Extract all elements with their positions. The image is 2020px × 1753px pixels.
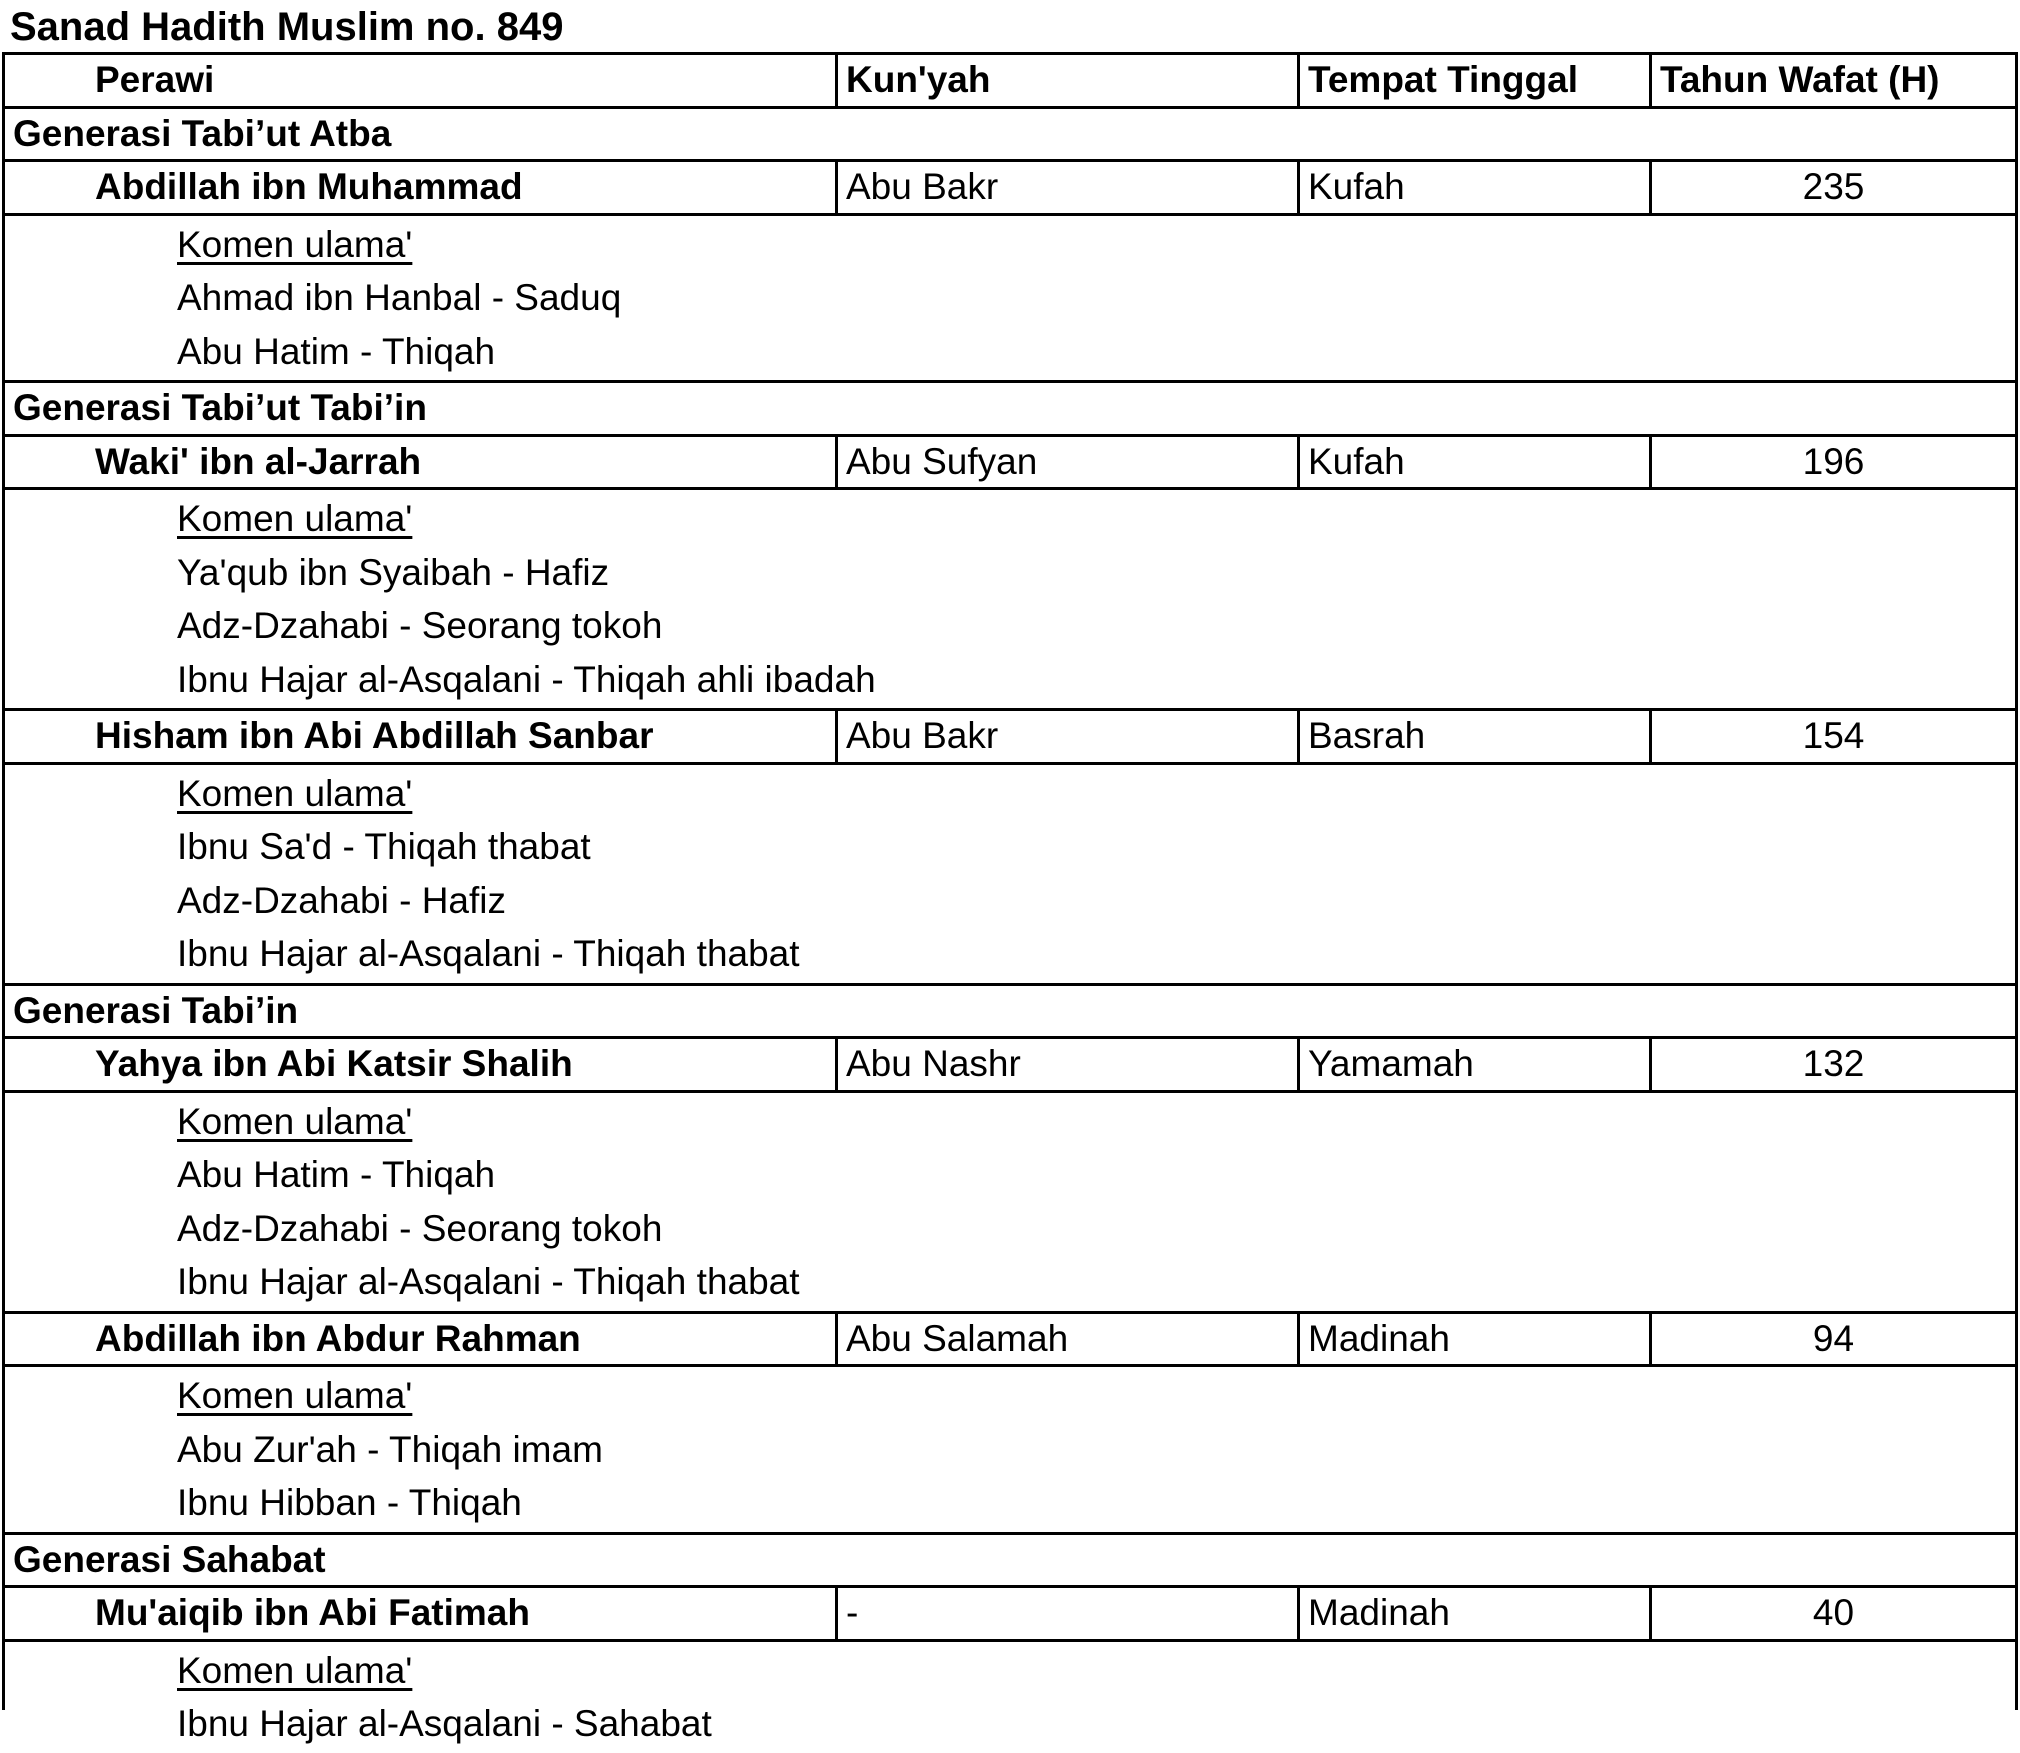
narrator-name: Waki' ibn al-Jarrah [95,440,422,482]
narrator-tahun-wafat: 132 [1649,1039,2015,1090]
comments-block [5,765,2015,986]
narrator-kunyah: Abu Sufyan [835,437,1297,488]
narrator-tahun-wafat: 40 [1649,1588,2015,1639]
generation-row [5,109,2015,163]
narrator-tempat-tinggal: Madinah [1297,1588,1649,1639]
narrator-row [5,711,2015,765]
comment-line: Abu Hatim - Thiqah [177,330,496,372]
comment-line: Ibnu Sa'd - Thiqah thabat [177,826,591,867]
comments-heading: Komen ulama' [177,223,413,265]
comment-line: Ibnu Hajar al-Asqalani - Thiqah thabat [177,1261,800,1302]
narrator-tahun-wafat: 196 [1649,437,2015,488]
comment-line: Abu Zur'ah - Thiqah imam [177,1428,603,1470]
narrator-tempat-tinggal: Kufah [1297,162,1649,213]
narrator-name: Abdillah ibn Abdur Rahman [95,1317,581,1359]
header-kunyah: Kun'yah [835,55,1297,106]
header-tempat-tinggal: Tempat Tinggal [1297,55,1649,106]
comments-block [5,490,2015,711]
narrator-row [5,1588,2015,1642]
narrator-tempat-tinggal: Basrah [1297,711,1649,762]
narrator-tempat-tinggal: Madinah [1297,1314,1649,1365]
comment-line: Adz-Dzahabi - Seorang tokoh [177,1207,663,1249]
comment-line: Adz-Dzahabi - Seorang tokoh [177,605,663,646]
generation-label: Generasi Tabi’in [13,989,299,1031]
comment-line: Ya'qub ibn Syaibah - Hafiz [177,551,610,593]
generation-label: Generasi Tabi’ut Atba [13,112,392,154]
header-perawi: Perawi [95,59,215,100]
comment-line: Abu Hatim - Thiqah [177,1154,496,1195]
generation-label: Generasi Sahabat [13,1538,326,1580]
comments-heading: Komen ulama' [177,498,413,539]
narrator-kunyah: Abu Bakr [835,711,1297,762]
narrator-kunyah: Abu Nashr [835,1039,1297,1090]
narrator-row [5,437,2015,491]
narrator-row [5,162,2015,216]
header-tahun-wafat: Tahun Wafat (H) [1649,55,2015,106]
narrator-row [5,1039,2015,1093]
narrator-tempat-tinggal: Kufah [1297,437,1649,488]
comment-line: Ahmad ibn Hanbal - Saduq [177,277,622,318]
comments-heading: Komen ulama' [177,772,413,814]
narrator-kunyah: Abu Salamah [835,1314,1297,1365]
comments-block [5,1093,2015,1314]
page-title: Sanad Hadith Muslim no. 849 [10,5,564,49]
narrator-tahun-wafat: 235 [1649,162,2015,213]
comment-line: Ibnu Hajar al-Asqalani - Sahabat [177,1703,712,1744]
narrator-tahun-wafat: 154 [1649,711,2015,762]
narrator-tahun-wafat: 94 [1649,1314,2015,1365]
generation-row [5,1535,2015,1589]
comments-heading: Komen ulama' [177,1649,413,1691]
comment-line: Ibnu Hibban - Thiqah [177,1482,522,1523]
narrator-name: Hisham ibn Abi Abdillah Sanbar [95,715,654,756]
narrator-kunyah: Abu Bakr [835,162,1297,213]
comment-line: Ibnu Hajar al-Asqalani - Thiqah ahli ibadah [177,658,876,700]
narrator-name: Abdillah ibn Muhammad [95,166,523,207]
comment-line: Adz-Dzahabi - Hafiz [177,879,507,921]
comments-block [5,1642,2015,1753]
generation-row [5,383,2015,437]
comments-block [5,216,2015,384]
narrator-row [5,1314,2015,1368]
table-body [5,109,2015,1753]
sanad-table [2,52,2018,1744]
comment-line: Ibnu Hajar al-Asqalani - Thiqah thabat [177,933,800,974]
generation-label: Generasi Tabi’ut Tabi’in [13,387,427,428]
narrator-tempat-tinggal: Yamamah [1297,1039,1649,1090]
comments-heading: Komen ulama' [177,1100,413,1142]
narrator-name: Mu'aiqib ibn Abi Fatimah [95,1592,530,1633]
generation-row [5,986,2015,1040]
comments-heading: Komen ulama' [177,1375,413,1416]
table-header-row [5,55,2015,109]
narrator-kunyah: - [835,1588,1297,1639]
narrator-name: Yahya ibn Abi Katsir Shalih [95,1043,573,1084]
comments-block [5,1367,2015,1535]
